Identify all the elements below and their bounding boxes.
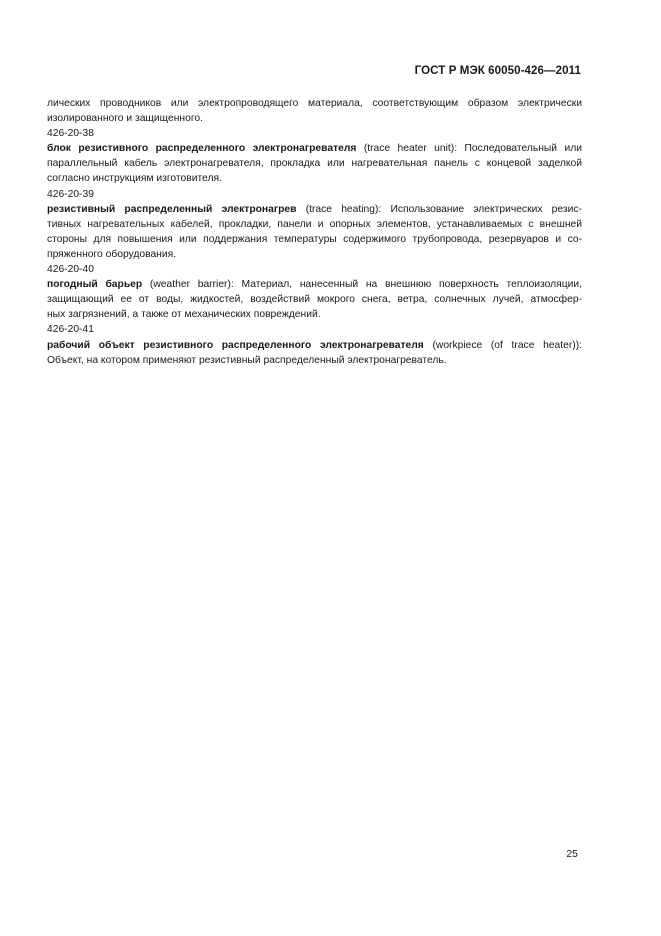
intro-line-1: лических проводников или электропроводящего материала, соответствующим образом электрически [47,98,582,109]
page-number: 25 [566,848,578,860]
definition-line: стороны для повышения или поддержания температуры содержимого трубопровода, резервуаров и со- [47,233,582,245]
term-title: блок резистивного распределенного электронагревателя [47,143,357,155]
term-english: (trace heater unit): [363,143,458,155]
definition-line: тивных нагревательных кабелей, прокладки, панели и опорных элементов, устанавливаемых с внешней [47,218,582,230]
term-title: погодный барьер [47,279,143,291]
term-heading-426-20-40 [47,277,582,292]
definition-line: Объект, на котором применяют резистивный распределенный электронагреватель. [47,354,447,366]
term-english: (trace heating): [305,203,382,215]
standard-code-header: ГОСТ Р МЭК 60050-426—2011 [414,65,581,77]
term-number-426-20-40: 426-20-40 [47,264,94,276]
definition-line: защищающий ее от воды, жидкостей, воздействий мокрого снега, ветра, солнечных лучей, атмосфер- [47,294,582,306]
intro-line-2: изолированного и защищенного. [47,113,203,125]
term-number-426-20-38: 426-20-38 [47,128,94,140]
term-definition-start: Использование электрических резис- [390,203,582,215]
definition-line: согласно инструкциям изготовителя. [47,173,222,185]
term-number-426-20-41: 426-20-41 [47,324,94,336]
definition-line: параллельный кабель электронагревателя, прокладка или нагревательная панель с концевой заделкой [47,158,582,170]
definition-line: ных загрязнений, а также от механических повреждений. [47,309,321,321]
term-heading-426-20-38 [47,141,582,156]
definition-line: пряженного оборудования. [47,248,177,260]
term-english: (workpiece (of trace heater)): [432,339,582,351]
term-definition-start: Материал, нанесенный на внешнюю поверхность теплоизоляции, [241,279,582,291]
term-definition-start: Последовательный или [464,143,582,155]
term-title: рабочий объект резистивного распределенного электронагревателя [47,339,424,351]
term-english: (weather barrier): [149,279,234,291]
document-body [47,96,582,368]
term-title: резистивный распределенный электронагрев [47,203,297,215]
term-number-426-20-39: 426-20-39 [47,188,94,200]
term-heading-426-20-39 [47,202,582,217]
term-heading-426-20-41 [47,338,582,353]
